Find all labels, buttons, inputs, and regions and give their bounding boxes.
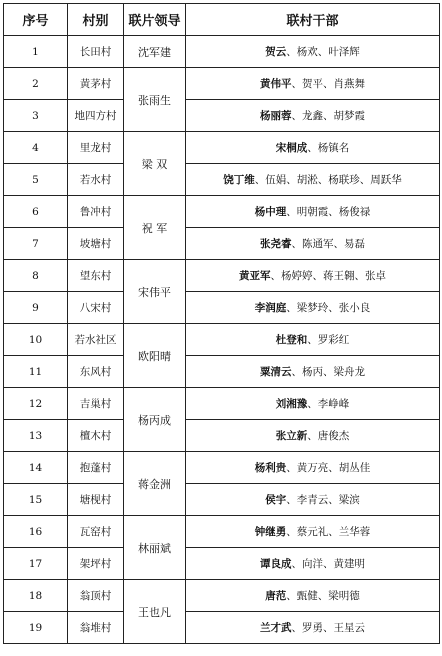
cadres-cell	[186, 580, 440, 612]
row-number: 8	[4, 260, 68, 292]
row-number: 6	[4, 196, 68, 228]
other-cadres: 、龙鑫、胡梦霞	[291, 110, 365, 122]
village-name: 檀木村	[68, 420, 124, 452]
other-cadres: 、杨镇名	[307, 142, 350, 154]
lead-cadre: 粟清云	[260, 366, 292, 378]
village-name: 架坪村	[68, 548, 124, 580]
other-cadres: 、杨丙、梁舟龙	[291, 366, 365, 378]
header-no: 序号	[4, 4, 68, 36]
other-cadres: 、贺平、肖燕舞	[291, 78, 365, 90]
cadres-cell	[186, 292, 440, 324]
cadres-cell	[186, 36, 440, 68]
village-name: 抱蓬村	[68, 452, 124, 484]
lead-cadre: 张立新	[275, 430, 308, 442]
other-cadres: 、伍娟、胡淞、杨联珍、周跃华	[254, 174, 402, 186]
village-name: 黄茅村	[68, 68, 124, 100]
area-leader: 欧阳晴	[124, 324, 186, 388]
lead-cadre: 钟继勇	[254, 526, 287, 538]
table-row	[4, 516, 440, 548]
table-row	[4, 228, 440, 260]
lead-cadre: 李润庭	[254, 302, 287, 314]
village-name: 翁堆村	[68, 612, 124, 644]
row-number: 5	[4, 164, 68, 196]
table-row	[4, 484, 440, 516]
table-row	[4, 356, 440, 388]
lead-cadre: 杨丽蓉	[260, 110, 292, 122]
village-name: 长田村	[68, 36, 124, 68]
village-name: 坡塘村	[68, 228, 124, 260]
village-name: 翁顶村	[68, 580, 124, 612]
other-cadres: 、罗彩红	[307, 334, 350, 346]
other-cadres: 、唐俊杰	[307, 430, 350, 442]
row-number: 4	[4, 132, 68, 164]
area-leader: 沈军建	[124, 36, 186, 68]
row-number: 3	[4, 100, 68, 132]
village-name: 八宋村	[68, 292, 124, 324]
cadres-cell	[186, 612, 440, 644]
lead-cadre: 宋桐成	[275, 142, 308, 154]
lead-cadre: 谭良成	[260, 558, 292, 570]
lead-cadre: 黄伟平	[260, 78, 292, 90]
row-number: 9	[4, 292, 68, 324]
other-cadres: 、梁梦玲、张小良	[286, 302, 371, 314]
cadres-cell	[186, 196, 440, 228]
other-cadres: 、蔡元礼、兰华蓉	[286, 526, 371, 538]
village-name: 塘枧村	[68, 484, 124, 516]
header-cadres: 联村干部	[186, 4, 440, 36]
lead-cadre: 黄亚军	[239, 270, 271, 282]
row-number: 1	[4, 36, 68, 68]
header-leader: 联片领导	[124, 4, 186, 36]
table-row	[4, 260, 440, 292]
cadres-cell	[186, 100, 440, 132]
table-row	[4, 68, 440, 100]
row-number: 17	[4, 548, 68, 580]
cadres-cell	[186, 452, 440, 484]
village-name: 若水社区	[68, 324, 124, 356]
table-row	[4, 388, 440, 420]
table-row	[4, 612, 440, 644]
village-name: 瓦窑村	[68, 516, 124, 548]
lead-cadre: 杨利贵	[254, 462, 287, 474]
other-cadres: 、李青云、梁滨	[286, 494, 360, 506]
other-cadres: 、杨欢、叶泽辉	[286, 46, 360, 58]
row-number: 18	[4, 580, 68, 612]
lead-cadre: 张尧睿	[260, 238, 292, 250]
lead-cadre: 唐范	[265, 590, 287, 602]
table-row	[4, 420, 440, 452]
village-name: 若水村	[68, 164, 124, 196]
village-name: 吉巢村	[68, 388, 124, 420]
other-cadres: 、陈通军、易磊	[291, 238, 365, 250]
area-leader: 林丽斌	[124, 516, 186, 580]
cadres-cell	[186, 484, 440, 516]
table-row	[4, 324, 440, 356]
table-body	[4, 36, 440, 644]
row-number: 10	[4, 324, 68, 356]
other-cadres: 、向洋、黄建明	[291, 558, 365, 570]
table-row	[4, 548, 440, 580]
area-leader: 祝 军	[124, 196, 186, 260]
table-row	[4, 580, 440, 612]
lead-cadre: 兰才武	[260, 622, 292, 634]
cadres-cell	[186, 68, 440, 100]
row-number: 14	[4, 452, 68, 484]
village-cadre-table	[3, 3, 440, 644]
table-header-row	[4, 4, 440, 36]
lead-cadre: 刘湘豫	[275, 398, 308, 410]
table-row	[4, 36, 440, 68]
row-number: 12	[4, 388, 68, 420]
other-cadres: 、罗勇、王星云	[291, 622, 365, 634]
lead-cadre: 杜登和	[275, 334, 308, 346]
cadres-cell	[186, 260, 440, 292]
other-cadres: 、甄健、梁明德	[286, 590, 360, 602]
cadres-cell	[186, 420, 440, 452]
village-name: 地四方村	[68, 100, 124, 132]
row-number: 11	[4, 356, 68, 388]
village-name: 鲁冲村	[68, 196, 124, 228]
table-row	[4, 132, 440, 164]
area-leader: 梁 双	[124, 132, 186, 196]
header-village: 村别	[68, 4, 124, 36]
area-leader: 杨丙成	[124, 388, 186, 452]
village-name: 东风村	[68, 356, 124, 388]
area-leader: 张雨生	[124, 68, 186, 132]
table-row	[4, 292, 440, 324]
area-leader: 蒋金洲	[124, 452, 186, 516]
area-leader: 宋伟平	[124, 260, 186, 324]
other-cadres: 、杨婷婷、蒋王翱、张卓	[270, 270, 386, 282]
lead-cadre: 贺云	[265, 46, 287, 58]
other-cadres: 、黄万亮、胡丛佳	[286, 462, 371, 474]
table-row	[4, 164, 440, 196]
row-number: 19	[4, 612, 68, 644]
cadres-cell	[186, 228, 440, 260]
lead-cadre: 杨中理	[254, 206, 287, 218]
lead-cadre: 侯宇	[265, 494, 287, 506]
row-number: 7	[4, 228, 68, 260]
row-number: 13	[4, 420, 68, 452]
other-cadres: 、明朝霞、杨俊禄	[286, 206, 371, 218]
table-row	[4, 100, 440, 132]
cadres-cell	[186, 356, 440, 388]
cadres-cell	[186, 516, 440, 548]
village-name: 里龙村	[68, 132, 124, 164]
table-row	[4, 196, 440, 228]
area-leader: 王也凡	[124, 580, 186, 644]
cadres-cell	[186, 324, 440, 356]
cadres-cell	[186, 132, 440, 164]
table-row	[4, 452, 440, 484]
row-number: 16	[4, 516, 68, 548]
cadres-cell	[186, 548, 440, 580]
village-name: 望东村	[68, 260, 124, 292]
cadres-cell	[186, 388, 440, 420]
row-number: 15	[4, 484, 68, 516]
document-sheet	[3, 3, 439, 644]
other-cadres: 、李峥峰	[307, 398, 350, 410]
lead-cadre: 饶丁维	[223, 174, 255, 186]
row-number: 2	[4, 68, 68, 100]
cadres-cell	[186, 164, 440, 196]
